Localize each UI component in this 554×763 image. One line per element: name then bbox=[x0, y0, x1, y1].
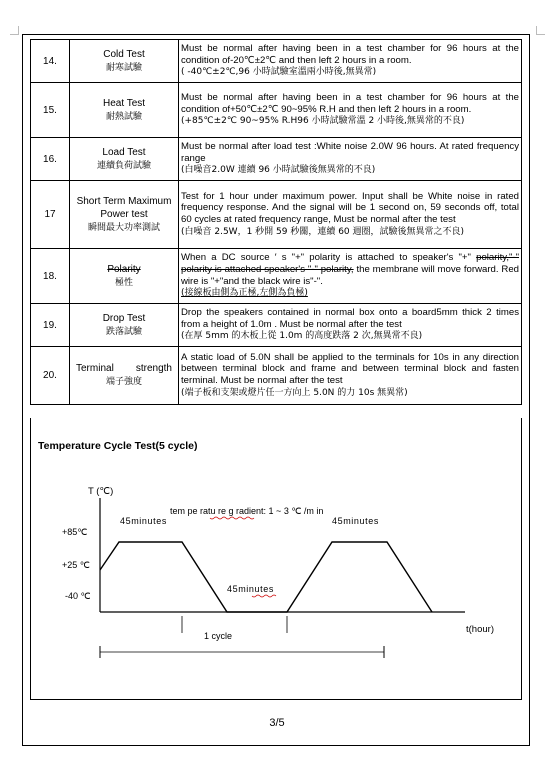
y-axis-label: T (℃) bbox=[88, 486, 114, 497]
test-name: Cold Test 耐寒試驗 bbox=[70, 40, 179, 83]
test-name: Load Test 連續負荷試驗 bbox=[70, 138, 179, 181]
test-description: Must be normal after load test :White noise 2.0W 96 hours. At rated frequency range (白噪音2.0W 連續 96 小時試驗後無異常的不良) bbox=[179, 138, 522, 181]
table-row bbox=[31, 304, 522, 347]
test-name: Polarity 極性 bbox=[70, 249, 179, 304]
row-number: 16. bbox=[31, 138, 70, 181]
test-description: Test for 1 hour under maximum power. Input shall be White noise in rated frequency response. And the signal will be 1 second on, 59 seconds off, total 60 cycles at rated frequency range, Must be normal after the test (白噪音 2.5W，1 秒開 59 秒關，連續 60 週圈，試驗後無異常之不良) bbox=[179, 181, 522, 249]
cycle-label: 1 cycle bbox=[204, 631, 233, 641]
table-row bbox=[31, 138, 522, 181]
table-row bbox=[31, 40, 522, 83]
crop-mark-right bbox=[536, 26, 545, 35]
test-description: When a DC source ′ s "+" polarity is attached to speaker's "+" polarity,"-" polarity is attached speaker's "-" polarity, the membrane will move forward. Red wire is "+"and the black wire is"-". (接線板由側為正極,左側為負極) bbox=[179, 249, 522, 304]
dwell-label-low: 45minutes bbox=[227, 584, 274, 594]
row-number: 15. bbox=[31, 83, 70, 138]
table-row bbox=[31, 249, 522, 304]
dwell-label-high-1: 45minutes bbox=[120, 516, 167, 526]
crop-mark-left bbox=[10, 26, 19, 35]
test-name: Drop Test 跌落試驗 bbox=[70, 304, 179, 347]
dwell-label-high-2: 45minutes bbox=[332, 516, 379, 526]
row-number: 17 bbox=[31, 181, 70, 249]
test-spec-table bbox=[30, 39, 522, 405]
table-row bbox=[31, 181, 522, 249]
test-description: Must be normal after having been in a test chamber for 96 hours at the condition of+50℃±2℃ 90~95% R.H and then left 2 hours in a room. (+85℃±2℃ 90~95% R.H96 小時試驗常溫 2 小時後,無異常的不良) bbox=[179, 83, 522, 138]
temperature-profile bbox=[100, 542, 432, 612]
x-axis-label: t(hour) bbox=[466, 624, 494, 635]
table-row bbox=[31, 347, 522, 405]
test-name: Heat Test 耐熱試驗 bbox=[70, 83, 179, 138]
row-number: 19. bbox=[31, 304, 70, 347]
table-row bbox=[31, 83, 522, 138]
diagram-title: Temperature Cycle Test(5 cycle) bbox=[38, 440, 198, 452]
tick-label-room: +25 ℃ bbox=[62, 560, 90, 570]
test-description: Must be normal after having been in a test chamber for 96 hours at the condition of-20℃±2℃ and then left 2 hours in a room. ( -40℃±2℃,96 小時試驗室溫兩小時後,無異常) bbox=[179, 40, 522, 83]
tick-label-low: -40 ℃ bbox=[65, 591, 91, 601]
gradient-label: tem pe ratu re g radient: 1 ~ 3 ℃ /m in bbox=[170, 506, 324, 516]
test-description: A static load of 5.0N shall be applied to the terminals for 10s in any direction between terminal block and frame and between terminal block and fasten terminal. Must be normal after the test (端子板和支架或燈片任一方向上 5.0N 的力 10s 無異常) bbox=[179, 347, 522, 405]
page-number: 3/5 bbox=[269, 717, 285, 729]
tick-label-high: +85℃ bbox=[62, 527, 88, 537]
temperature-cycle-diagram bbox=[30, 418, 522, 700]
row-number: 14. bbox=[31, 40, 70, 83]
test-name: Short Term Maximum Power test 瞬間最大功率測試 bbox=[70, 181, 179, 249]
row-number: 20. bbox=[31, 347, 70, 405]
row-number: 18. bbox=[31, 249, 70, 304]
test-name: Terminal strength 端子強度 bbox=[70, 347, 179, 405]
spell-squiggle bbox=[210, 517, 254, 519]
spell-squiggle bbox=[252, 595, 276, 597]
test-description: Drop the speakers contained in normal box onto a board5mm thick 2 times from a height of 1.0m . Must be normal after the test (在厚 5mm 的木板上從 1.0m 的高度跌落 2 次,無異常不良) bbox=[179, 304, 522, 347]
